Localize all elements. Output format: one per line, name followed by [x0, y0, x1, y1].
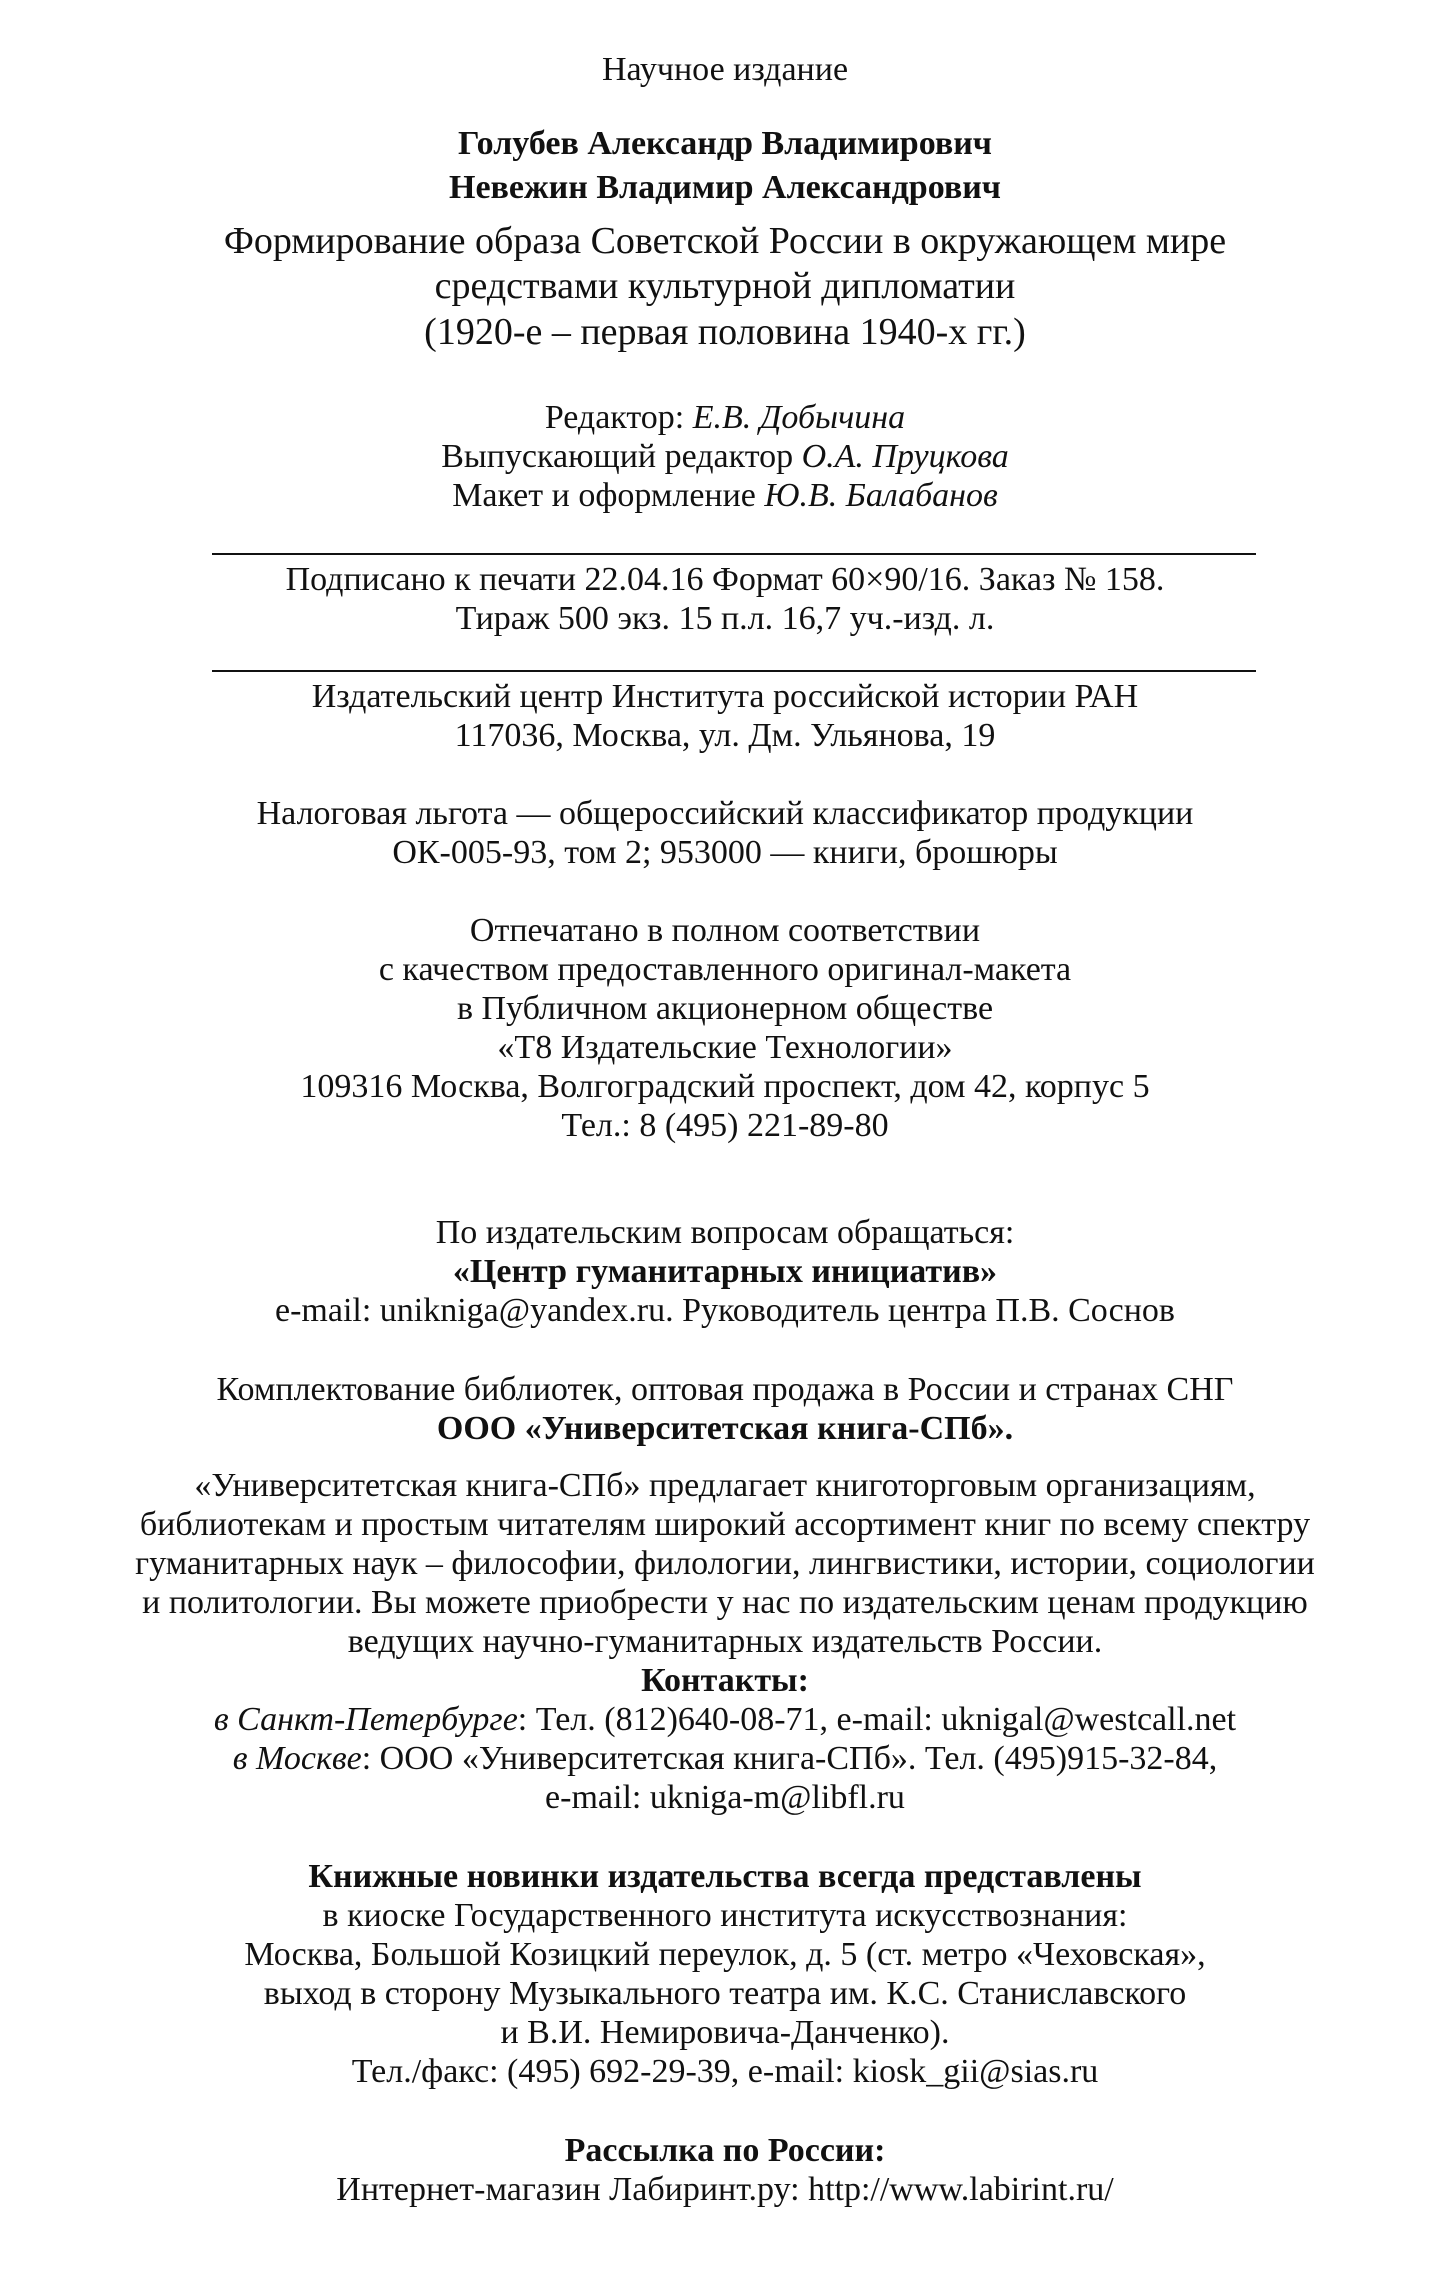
- tax-line-1: Налоговая льгота — общероссийский классификатор продукции: [256, 795, 1194, 832]
- promo-line-3: гуманитарных наук – философии, филологии, лингвистики, истории, социологии: [135, 1545, 1315, 1582]
- print-info-line-1: Подписано к печати 22.04.16 Формат 60×90/16. Заказ № 158.: [285, 561, 1165, 598]
- book-title-line-3: (1920-е – первая половина 1940-х гг.): [424, 311, 1026, 353]
- printed-line-1: Отпечатано в полном соответствии: [469, 912, 981, 949]
- inquiries-email: e-mail: unikniga@yandex.ru. Руководитель центра П.В. Соснов: [275, 1292, 1175, 1329]
- publisher-name: Издательский центр Института российской истории РАН: [311, 678, 1139, 715]
- print-info-line-2: Тираж 500 экз. 15 п.л. 16,7 уч.-изд. л.: [455, 600, 995, 637]
- layout-name: Ю.В. Балабанов: [764, 477, 998, 514]
- book-title-line-1: Формирование образа Советской России в окружающем мире: [223, 220, 1227, 262]
- contacts-heading: Контакты:: [641, 1662, 809, 1699]
- release-editor-label: Выпускающий редактор: [441, 438, 794, 475]
- editor-name: Е.В. Добычина: [692, 399, 906, 436]
- kiosk-line-1: в киоске Государственного института искусствознания:: [322, 1897, 1128, 1934]
- contacts-msk-email: e-mail: ukniga-m@libfl.ru: [545, 1779, 905, 1816]
- divider-2: [212, 670, 1256, 672]
- printed-line-4: «Т8 Издательские Технологии»: [497, 1029, 953, 1066]
- contacts-spb: [0, 1700, 1450, 1740]
- printed-phone: Тел.: 8 (495) 221-89-80: [561, 1107, 889, 1144]
- contacts-spb-text: : Тел. (812)640-08-71, e-mail: uknigal@westcall.net: [517, 1701, 1237, 1738]
- contacts-msk-text: : ООО «Университетская книга-СПб». Тел. (495)915-32-84,: [361, 1740, 1218, 1777]
- kiosk-heading: Книжные новинки издательства всегда представлены: [308, 1858, 1142, 1895]
- kiosk-phone: Тел./факс: (495) 692-29-39, e-mail: kiosk_gii@sias.ru: [351, 2053, 1099, 2090]
- inquiries-intro: По издательским вопросам обращаться:: [435, 1214, 1015, 1251]
- printed-line-2: с качеством предоставленного оригинал-макета: [378, 951, 1072, 988]
- kiosk-line-4: и В.И. Немировича-Данченко).: [500, 2014, 950, 2051]
- publisher-address: 117036, Москва, ул. Дм. Ульянова, 19: [454, 717, 996, 754]
- editor-credit: [0, 398, 1450, 438]
- release-editor-name: О.А. Пруцкова: [801, 438, 1009, 475]
- layout-label: Макет и оформление: [452, 477, 756, 514]
- kiosk-line-2: Москва, Большой Козицкий переулок, д. 5 (ст. метро «Чеховская»,: [244, 1936, 1206, 1973]
- editor-label: Редактор:: [544, 399, 685, 436]
- book-title-line-2: средствами культурной дипломатии: [434, 265, 1016, 307]
- release-editor-credit: [0, 437, 1450, 477]
- mailing-heading: Рассылка по России:: [564, 2132, 886, 2169]
- wholesale-company: ООО «Университетская книга-СПб».: [436, 1410, 1014, 1447]
- inquiries-center: «Центр гуманитарных инициатив»: [452, 1253, 998, 1290]
- promo-line-5: ведущих научно-гуманитарных издательств России.: [347, 1623, 1103, 1660]
- printed-line-5: 109316 Москва, Волгоградский проспект, дом 42, корпус 5: [300, 1068, 1150, 1105]
- tax-line-2: ОК-005-93, том 2; 953000 — книги, брошюры: [392, 834, 1058, 871]
- wholesale-line: Комплектование библиотек, оптовая продажа в России и странах СНГ: [216, 1371, 1234, 1408]
- contacts-msk-label: в Москве: [232, 1740, 362, 1777]
- mailing-line: Интернет-магазин Лабиринт.ру: http://www.labirint.ru/: [336, 2171, 1114, 2208]
- author-2: Невежин Владимир Александрович: [449, 169, 1001, 206]
- promo-line-1: «Университетская книга-СПб» предлагает книготорговым организациям,: [194, 1467, 1256, 1504]
- kiosk-line-3: выход в сторону Музыкального театра им. К.С. Станиславского: [263, 1975, 1187, 2012]
- divider-1: [212, 553, 1256, 555]
- contacts-msk: [0, 1739, 1450, 1779]
- layout-credit: [0, 476, 1450, 516]
- printed-line-3: в Публичном акционерном обществе: [456, 990, 994, 1027]
- edition-type: Научное издание: [601, 51, 849, 88]
- promo-line-4: и политологии. Вы можете приобрести у нас по издательским ценам продукцию: [142, 1584, 1308, 1621]
- author-1: Голубев Александр Владимирович: [458, 125, 992, 162]
- promo-line-2: библиотекам и простым читателям широкий ассортимент книг по всему спектру: [139, 1506, 1311, 1543]
- contacts-spb-label: в Санкт-Петербурге: [213, 1701, 518, 1738]
